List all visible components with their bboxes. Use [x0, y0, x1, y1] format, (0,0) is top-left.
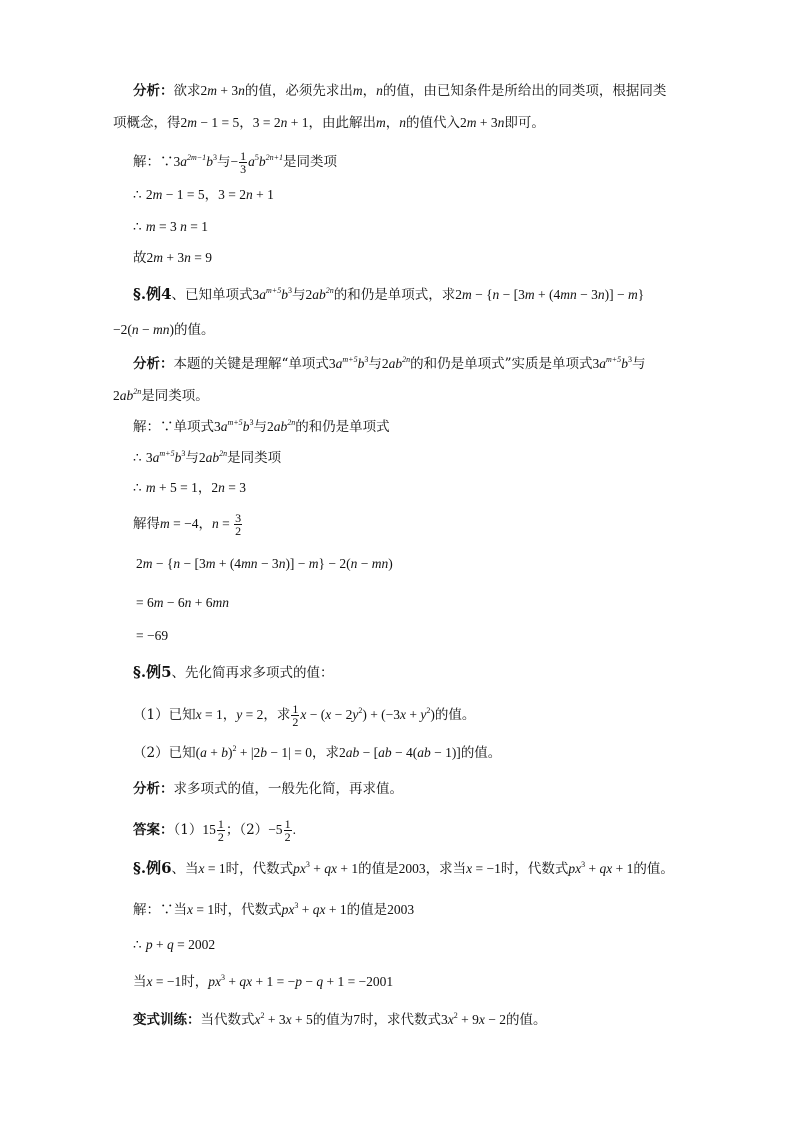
analysis-label: 分析： [133, 83, 174, 99]
analysis-line [133, 83, 666, 99]
text-line: 项概念，得2m − 1 = 5，3 = 2n + 1，由此解出m，n的值代入2m + 3n即可。 [113, 115, 545, 131]
analysis-label: 分析： [133, 356, 174, 372]
text-line: （2）已知$(a + b)^2 + |2b - 1| = 0$，求2ab − [ab − 4(ab − 1)]的值。 [133, 744, 502, 761]
text-line: 2m − {n − [3m + (4mn − 3n)] − m} − 2(n − mn) [136, 556, 393, 571]
answer-line: 答案：（1）15 $\frac{1}{2}$ ；（2）−5 $\frac{1}{2}$ . [133, 817, 296, 844]
text-line: = −69 [136, 628, 169, 643]
example-6-heading: §.例6、当x = 1时，代数式$px^3$ + qx + 1的值是2003，求当x = −1时，代数式$px^3$ + qx + 1的值。 [133, 859, 674, 877]
text-line: −2(n − mn)的值。 [113, 322, 215, 338]
example-4-heading: §.例4、已知单项式$3a^{m+5}b^3$与$2ab^{2n}$的和仍是单项式，求2m − {n − [3m + (4mn − 3n)] − m} [133, 285, 645, 303]
analysis-label: 分析： [133, 781, 174, 797]
analysis-line: 分析：求多项式的值，一般先化简，再求值。 [133, 781, 403, 797]
text-segment: 欲求2m + 3n的值，必须先求出m，n的值，由已知条件是所给出的同类项，根据同类 [173, 83, 667, 99]
text-line: （1）已知x = 1，y = 2，求 $\frac{1}{2}$ $x - (x - 2y^2) + (-3x + y^2)$的值。 [133, 702, 476, 729]
example-label: §.例5 [133, 663, 172, 681]
solution-line: 解：∵当x = 1时，代数式$px^3$ + qx + 1的值是2003 [133, 901, 415, 918]
text-line: ∴ p + q = 2002 [133, 937, 216, 953]
text-line: ∴ m + 5 = 1，2n = 3 [133, 480, 246, 496]
text-line: 故2m + 3n = 9 [133, 250, 212, 266]
example-label: §.例4 [133, 285, 172, 303]
text-line: 当x = −1时，$px^3$ + qx + 1 = −p − q + 1 = −2001 [133, 973, 394, 990]
text-line: ∴ m = 3 n = 1 [133, 219, 209, 235]
text-line: 解得m = −4，n = $\frac{3}{2}$ [133, 511, 242, 538]
text-line: ∴ 2m − 1 = 5，3 = 2n + 1 [133, 187, 274, 203]
example-label: §.例6 [133, 859, 172, 877]
text-line: ∴ $3a^{m+5}b^3$与$2ab^{2n}$是同类项 [133, 449, 282, 466]
answer-label: 答案： [133, 822, 174, 838]
text-line: = 6m − 6n + 6mn [136, 595, 229, 610]
exercise-label: 变式训练： [133, 1012, 201, 1028]
solution-line: 解：∵单项式$3a^{m+5}b^3$与$2ab^{2n}$的和仍是单项式 [133, 418, 390, 435]
example-5-heading: §.例5、先化简再求多项式的值： [133, 663, 334, 681]
text-line: $2ab^{2n}$是同类项。 [113, 387, 209, 404]
solution-line: 解：$\because 3a^{2m-1}b^3$与− $\frac{1}{3}$ $a^5b^{2n+1}$是同类项 [133, 149, 337, 176]
analysis-line: 分析：本题的关键是理解“单项式$3a^{m+5}b^3$与$2ab^{2n}$的和仍是单项式”实质是单项式$3a^{m+5}b^3$与 [133, 355, 646, 372]
exercise-line: 变式训练：当代数式$x^2 + 3x + 5$的值为7时，求代数式$3x^2 + 9x - 2$的值。 [133, 1011, 547, 1028]
